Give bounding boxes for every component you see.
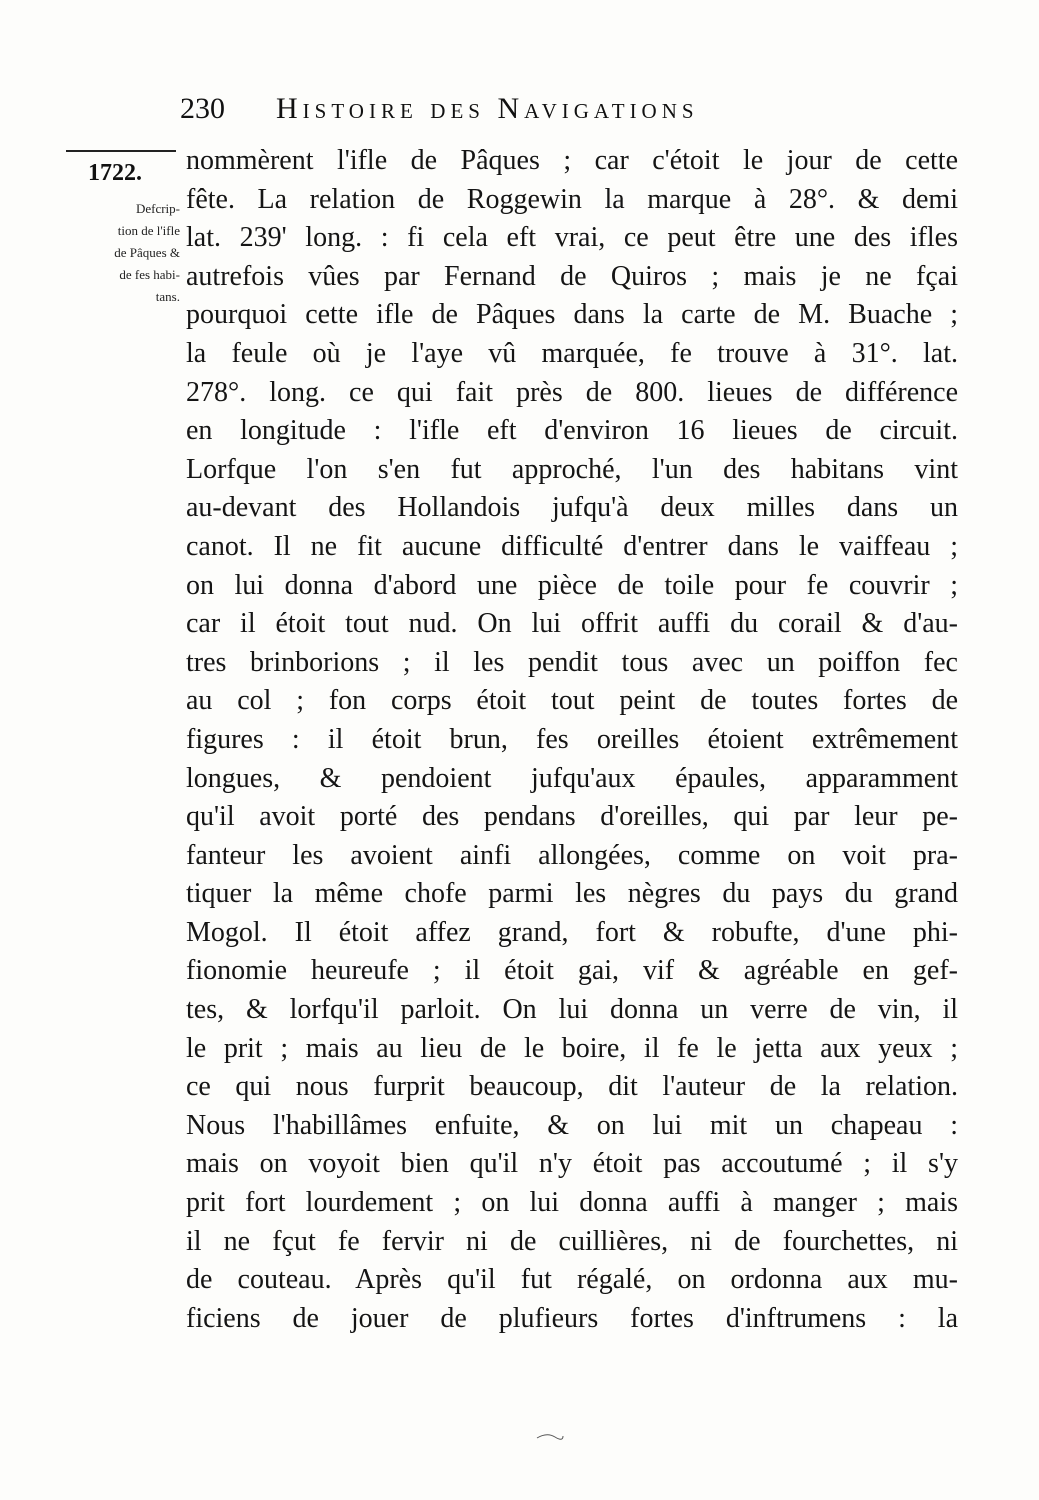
text-line: fionomie heureufe ; il étoit gai, vif & agréable en gef- — [186, 955, 958, 987]
side-note-line: tans. — [155, 289, 180, 304]
text-line: Nous l'habillâmes enfuite, & on lui mit un chapeau : — [186, 1109, 958, 1141]
side-note-line: de Pâques & — [114, 245, 180, 260]
text-line: pourquoi cette ifle de Pâques dans la carte de M. Buache ; — [186, 299, 958, 331]
text-line: car il étoit tout nud. On lui offrit auffi du corail & d'au- — [186, 608, 958, 640]
running-head — [180, 92, 880, 132]
text-line: il ne fçut fe fervir ni de cuillières, ni de fourchettes, ni — [186, 1225, 958, 1257]
text-line: au col ; fon corps étoit tout peint de toutes fortes de — [186, 685, 958, 717]
side-note-line: Defcrip- — [135, 201, 180, 216]
ink-mark-icon — [535, 1430, 565, 1444]
text-line: tiquer la même chofe parmi les nègres du pays du grand — [186, 878, 958, 910]
margin-rule — [66, 150, 176, 152]
margin-year: 1722. — [88, 160, 142, 186]
text-line: longues, & pendoient jufqu'aux épaules, apparamment — [186, 762, 958, 794]
text-line: 278°. long. ce qui fait près de 800. lieues de différence — [186, 376, 958, 408]
text-line: fanteur les avoient ainfi allongées, comme on voit pra- — [186, 839, 958, 871]
text-line: on lui donna d'abord une pièce de toile pour fe couvrir ; — [186, 569, 958, 601]
text-line: ce qui nous furprit beaucoup, dit l'auteur de la relation. — [186, 1071, 958, 1103]
side-note — [56, 198, 180, 308]
text-line: Mogol. Il étoit affez grand, fort & robufte, d'une phi- — [186, 916, 958, 948]
text-line: la feule où je l'aye vû marquée, fe trouve à 31°. lat. — [186, 337, 958, 369]
body-text — [186, 142, 958, 1338]
text-line: Lorfque l'on s'en fut approché, l'un des habitans vint — [186, 453, 958, 485]
side-note-line: de fes habi- — [119, 267, 180, 282]
text-line: le prit ; mais au lieu de le boire, il fe le jetta aux yeux ; — [186, 1032, 958, 1064]
text-line: qu'il avoit porté des pendans d'oreilles, qui par leur pe- — [186, 801, 958, 833]
text-line: en longitude : l'ifle eft d'environ 16 lieues de circuit. — [186, 415, 958, 447]
text-line: lat. 239' long. : fi cela eft vrai, ce peut être une des ifles — [186, 222, 958, 254]
page-number: 230 — [180, 92, 225, 125]
text-line: fête. La relation de Roggewin la marque à 28°. & demi — [186, 183, 958, 215]
text-line: tes, & lorfqu'il parloit. On lui donna un verre de vin, il — [186, 994, 958, 1026]
text-line: tres brinborions ; il les pendit tous avec un poiffon fec — [186, 646, 958, 678]
side-note-line: tion de l'ifle — [117, 223, 180, 238]
text-line: nommèrent l'ifle de Pâques ; car c'étoit le jour de cette — [186, 145, 958, 176]
text-line: autrefois vûes par Fernand de Quiros ; mais je ne fçai — [186, 260, 958, 292]
text-line: de couteau. Après qu'il fut régalé, on ordonna aux mu- — [186, 1264, 958, 1296]
text-line: au-devant des Hollandois jufqu'à deux milles dans un — [186, 492, 958, 524]
text-line: canot. Il ne fit aucune difficulté d'entrer dans le vaiffeau ; — [186, 530, 958, 562]
text-line: figures : il étoit brun, fes oreilles étoient extrêmement — [186, 723, 958, 755]
text-line: ficiens de jouer de plufieurs fortes d'inftrumens : la — [186, 1302, 958, 1334]
running-title: Histoire des Navigations — [276, 92, 699, 125]
text-line: mais on voyoit bien qu'il n'y étoit pas accoutumé ; il s'y — [186, 1148, 958, 1180]
text-line: prit fort lourdement ; on lui donna auffi à manger ; mais — [186, 1187, 958, 1219]
